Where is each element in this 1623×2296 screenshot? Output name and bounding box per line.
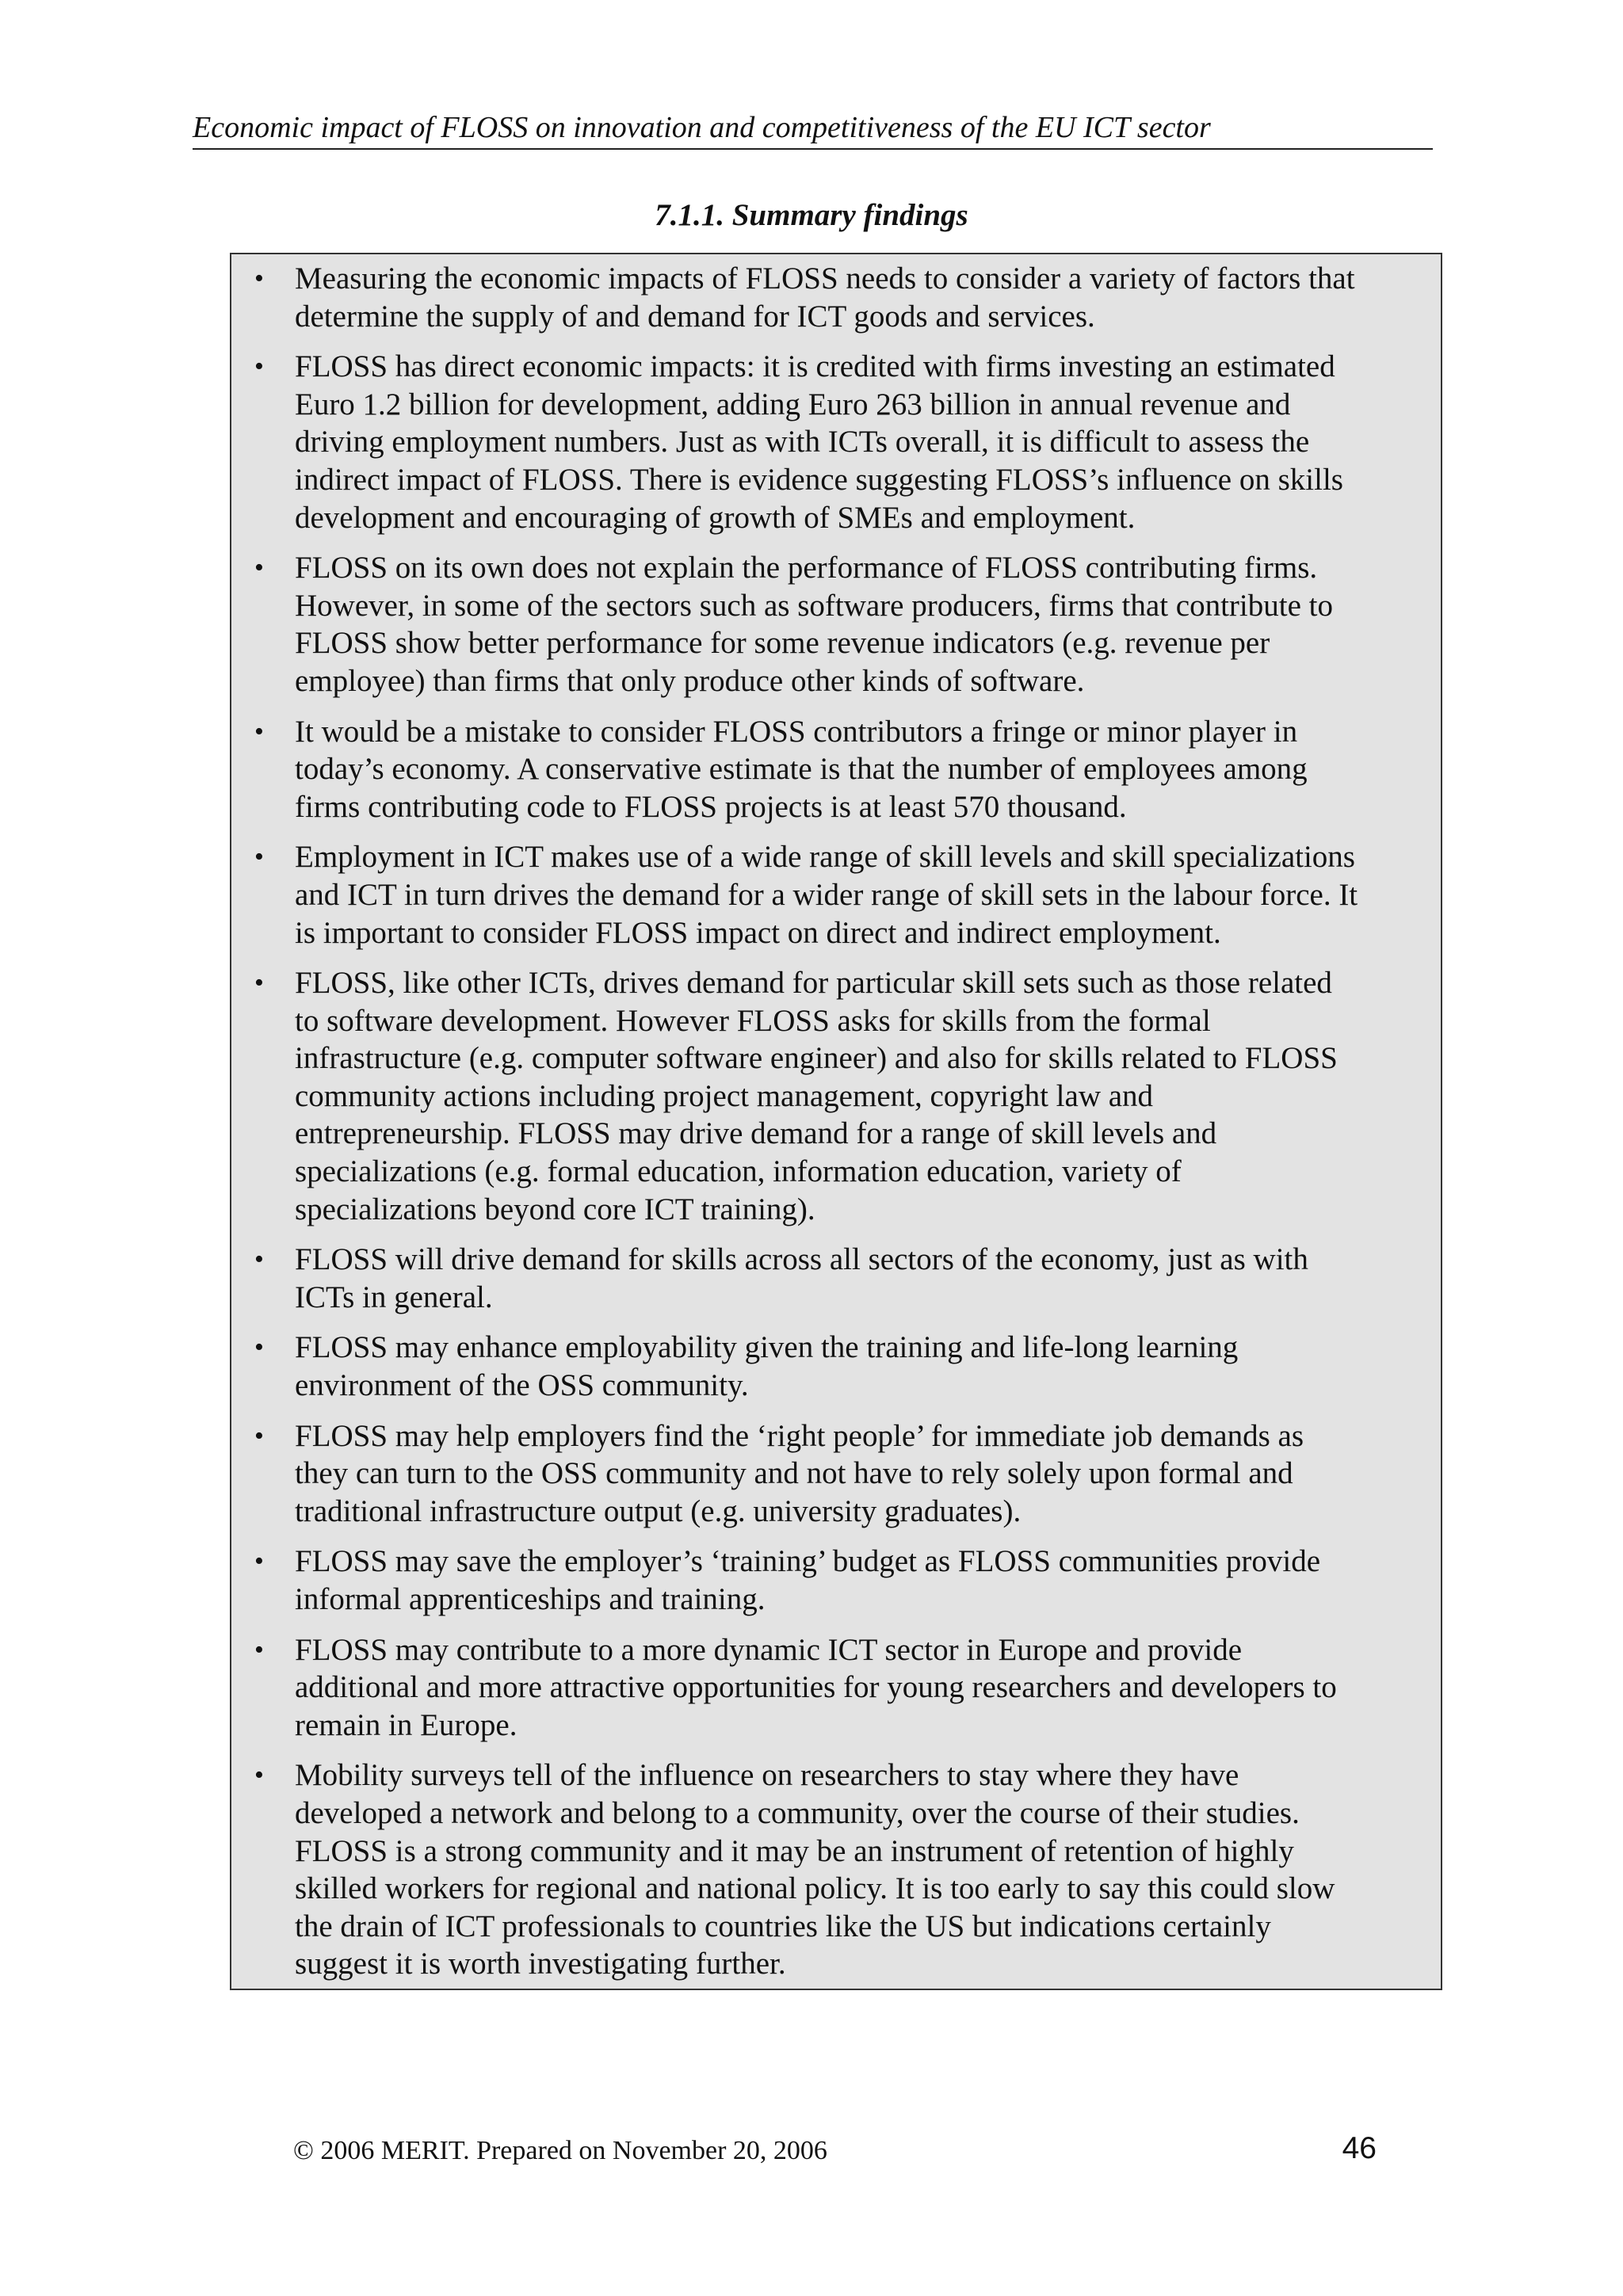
finding-text-line: employee) than firms that only produce other kinds of software. <box>295 663 1085 698</box>
finding-item <box>231 713 1422 826</box>
finding-text-line: FLOSS may enhance employability given the training and life-long learning <box>295 1330 1239 1365</box>
finding-item <box>231 1543 1422 1618</box>
bullet-icon: • <box>254 1245 264 1275</box>
finding-text-line: environment of the OSS community. <box>295 1368 749 1403</box>
finding-text-line: skilled workers for regional and national policy. It is too early to say this could slow <box>295 1871 1335 1906</box>
finding-text-line: infrastructure (e.g. computer software engineer) and also for skills related to FLOSS <box>295 1041 1338 1076</box>
finding-text-line: It would be a mistake to consider FLOSS contributors a fringe or minor player in <box>295 714 1298 749</box>
finding-text-line: ICTs in general. <box>295 1280 493 1314</box>
bullet-icon: • <box>254 842 264 872</box>
running-header: Economic impact of FLOSS on innovation and competitiveness of the EU ICT sector <box>193 111 1211 144</box>
finding-text-line: remain in Europe. <box>295 1707 517 1742</box>
finding-text-line: additional and more attractive opportunities for young researchers and developers to <box>295 1670 1337 1705</box>
finding-item <box>231 1329 1422 1404</box>
bullet-icon: • <box>254 1634 264 1665</box>
finding-text-line: the drain of ICT professionals to countries like the US but indications certainly <box>295 1909 1271 1943</box>
finding-text-line: FLOSS may help employers find the ‘right people’ for immediate job demands as <box>295 1418 1304 1453</box>
bullet-icon: • <box>254 1421 264 1451</box>
finding-text-line: FLOSS may contribute to a more dynamic ICT sector in Europe and provide <box>295 1632 1243 1667</box>
finding-item <box>231 964 1422 1228</box>
finding-text-line: Measuring the economic impacts of FLOSS needs to consider a variety of factors that <box>295 261 1355 296</box>
finding-text-line: they can turn to the OSS community and not have to rely solely upon formal and <box>295 1456 1293 1491</box>
finding-item <box>231 1756 1422 1983</box>
finding-text-line: traditional infrastructure output (e.g. university graduates). <box>295 1493 1022 1528</box>
finding-text-line: community actions including project management, copyright law and <box>295 1078 1154 1113</box>
finding-text-line: Mobility surveys tell of the influence on researchers to stay where they have <box>295 1758 1239 1793</box>
finding-text-line: is important to consider FLOSS impact on direct and indirect employment. <box>295 915 1221 950</box>
finding-text-line: today’s economy. A conservative estimate is that the number of employees among <box>295 752 1308 787</box>
finding-item <box>231 260 1422 335</box>
finding-text-line: FLOSS show better performance for some revenue indicators (e.g. revenue per <box>295 626 1270 661</box>
bullet-icon: • <box>254 968 264 998</box>
finding-item <box>231 549 1422 700</box>
finding-item <box>231 1631 1422 1745</box>
finding-text-line: specializations beyond core ICT training). <box>295 1192 815 1226</box>
finding-text-line: development and encouraging of growth of SMEs and employment. <box>295 500 1136 535</box>
finding-text-line: Employment in ICT makes use of a wide range of skill levels and skill specializations <box>295 840 1355 875</box>
finding-item <box>231 1241 1422 1316</box>
findings-list <box>231 260 1422 1983</box>
page-number: 46 <box>1342 2131 1377 2165</box>
finding-text-line: FLOSS has direct economic impacts: it is credited with firms investing an estimated <box>295 349 1335 384</box>
finding-text-line: and ICT in turn drives the demand for a wider range of skill sets in the labour force. It <box>295 877 1358 912</box>
bullet-icon: • <box>254 264 264 293</box>
finding-text-line: FLOSS is a strong community and it may be an instrument of retention of highly <box>295 1833 1294 1868</box>
finding-text-line: FLOSS will drive demand for skills across all sectors of the economy, just as with <box>295 1242 1308 1277</box>
bullet-icon: • <box>254 1547 264 1577</box>
finding-text-line: However, in some of the sectors such as software producers, firms that contribute to <box>295 588 1333 623</box>
finding-item <box>231 348 1422 536</box>
finding-text-line: firms contributing code to FLOSS projects is at least 570 thousand. <box>295 789 1127 824</box>
bullet-icon: • <box>254 1760 264 1791</box>
finding-text-line: suggest it is worth investigating further. <box>295 1947 786 1981</box>
bullet-icon: • <box>254 352 264 382</box>
finding-text-line: developed a network and belong to a community, over the course of their studies. <box>295 1795 1300 1830</box>
finding-text-line: FLOSS on its own does not explain the performance of FLOSS contributing firms. <box>295 551 1318 585</box>
finding-text-line: entrepreneurship. FLOSS may drive demand for a range of skill levels and <box>295 1116 1217 1151</box>
finding-text-line: driving employment numbers. Just as with ICTs overall, it is difficult to assess the <box>295 425 1310 460</box>
finding-text-line: FLOSS may save the employer’s ‘training’ budget as FLOSS communities provide <box>295 1544 1321 1579</box>
bullet-icon: • <box>254 1333 264 1363</box>
bullet-icon: • <box>254 553 264 583</box>
footer-copyright: © 2006 MERIT. Prepared on November 20, 2006 <box>293 2136 827 2165</box>
finding-text-line: Euro 1.2 billion for development, adding Euro 263 billion in annual revenue and <box>295 387 1291 421</box>
header-rule <box>193 148 1433 150</box>
finding-text-line: specializations (e.g. formal education, information education, variety of <box>295 1154 1182 1189</box>
finding-text-line: FLOSS, like other ICTs, drives demand for particular skill sets such as those related <box>295 966 1332 1001</box>
finding-text-line: determine the supply of and demand for ICT goods and services. <box>295 299 1095 334</box>
finding-item <box>231 1417 1422 1531</box>
finding-text-line: indirect impact of FLOSS. There is evidence suggesting FLOSS’s influence on skills <box>295 462 1343 497</box>
summary-findings-box <box>230 253 1442 1990</box>
finding-text-line: to software development. However FLOSS asks for skills from the formal <box>295 1003 1211 1038</box>
bullet-icon: • <box>254 716 264 746</box>
section-title: 7.1.1. Summary findings <box>655 198 968 232</box>
finding-item <box>231 838 1422 952</box>
finding-text-line: informal apprenticeships and training. <box>295 1582 766 1616</box>
